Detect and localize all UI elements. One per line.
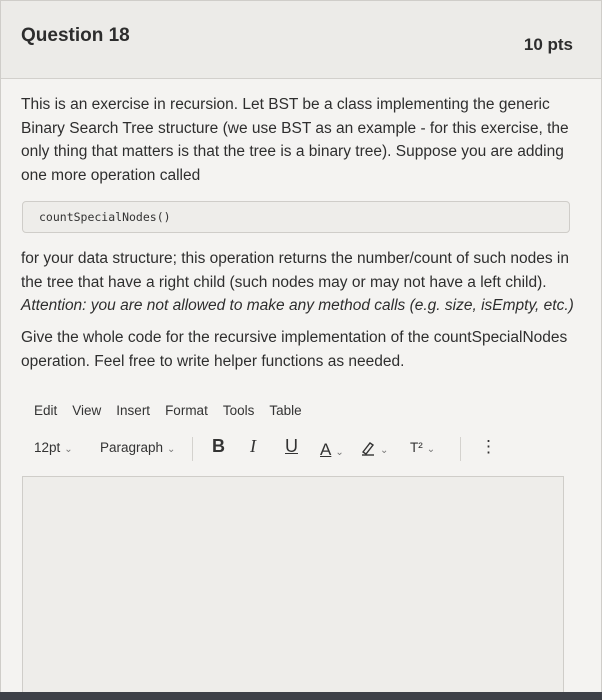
underline-button[interactable]: U [285,436,298,456]
editor-toolbar [34,437,554,463]
block-format-value: Paragraph [100,440,164,455]
question-points: 10 pts [523,35,573,54]
italic-button[interactable]: I [250,436,256,456]
description-text: for your data structure; this operation returns the number/count of such nodes in the tree that have a right child (such nodes may or may not have a left child). [21,250,569,291]
answer-editor[interactable] [22,476,564,700]
question-title: Question 18 [21,25,130,46]
menu-insert[interactable]: Insert [116,403,151,418]
chevron-down-icon: ⌄ [380,445,389,456]
menu-table[interactable]: Table [269,403,302,418]
editor-menubar [34,403,317,423]
chevron-down-icon: ⌄ [426,444,436,455]
bold-button[interactable]: B [212,436,225,456]
highlight-button[interactable] [360,440,388,456]
menu-edit[interactable]: Edit [34,403,58,418]
menu-tools[interactable]: Tools [222,403,255,418]
question-header [1,1,601,79]
code-block [22,201,570,233]
text-color-icon: A [320,440,332,459]
font-size-value: 12pt [34,440,61,455]
more-options-button[interactable] [480,437,497,457]
menu-format[interactable]: Format [165,403,208,418]
more-icon: ⋮ [480,437,497,456]
toolbar-divider [192,437,193,461]
question-text-instructions: Give the whole code for the recursive implementation of the countSpecialNodes operation. Feel free to write helper functions as needed. [21,329,568,370]
chevron-down-icon: ⌄ [167,444,176,455]
code-text: countSpecialNodes() [39,210,171,224]
superscript-button[interactable] [410,440,435,455]
chevron-down-icon: ⌄ [64,444,73,455]
font-size-select[interactable] [34,440,73,455]
chevron-down-icon: ⌄ [335,447,344,458]
toolbar-divider [460,437,461,461]
text-color-button[interactable] [320,440,344,460]
superscript-icon: T² [410,440,423,455]
block-format-select[interactable] [100,440,175,455]
bottom-bar [0,692,602,700]
menu-view[interactable]: View [72,403,102,418]
question-text-intro: This is an exercise in recursion. Let BST be a class implementing the generic Binary Search Tree structure (we use BST as an example - for this exercise, the only thing that matters is that the tree is a binary tree). Suppose you are adding one more operation called [21,96,569,184]
highlight-icon [360,440,376,456]
attention-note: Attention: you are not allowed to make any method calls (e.g. size, isEmpty, etc.) [21,297,574,314]
question-text-description [21,247,577,318]
